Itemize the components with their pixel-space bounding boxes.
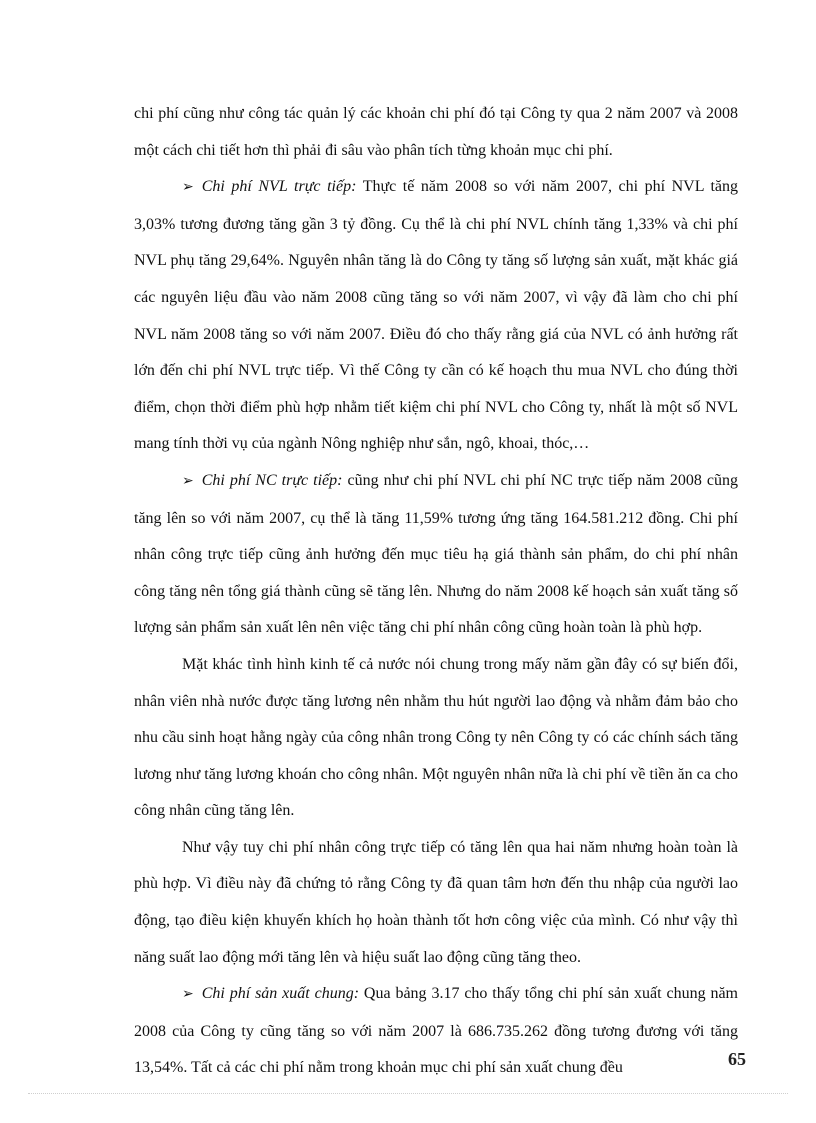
heading-sxc: Chi phí sản xuất chung: (201, 985, 360, 1003)
body-nvl: Thực tế năm 2008 so với năm 2007, chi phí NVL tăng 3,03% tương đương tăng gần 3 tỷ đồng. Cụ thể là chi phí NVL chính tăng 1,33% và chi phí NVL phụ tăng 29,64%. Nguyên nhân tăng là do Công ty tăng số lượng sản xuất, mặt khác giá các nguyên liệu đầu vào năm 2008 cũng tăng so với năm 2007, vì vậy đã làm cho chi phí NVL năm 2008 tăng so với năm 2007. Điều đó cho thấy rằng giá của NVL có ảnh hưởng rất lớn đến chi phí NVL trực tiếp. Vì thế Công ty cần có kế hoạch thu mua NVL cho đúng thời điểm, chọn thời điểm phù hợp nhằm tiết kiệm chi phí NVL cho Công ty, nhất là một số NVL mang tính thời vụ của ngành Nông nghiệp như sắn, ngô, khoai, thóc,… (134, 178, 739, 453)
heading-nvl: Chi phí NVL trực tiếp: (201, 178, 357, 196)
paragraph-nvl (134, 169, 738, 463)
footer-divider (28, 1093, 788, 1094)
arrow-bullet-icon: ➢ (182, 987, 194, 1003)
arrow-bullet-icon: ➢ (182, 473, 194, 489)
paragraph-economy: Mặt khác tình hình kinh tế cả nước nói chung trong mấy năm gần đây có sự biến đổi, nhân viên nhà nước được tăng lương nên nhằm thu hút người lao động và nhằm đảm bảo cho nhu cầu sinh hoạt hằng ngày của công nhân trong Công ty nên Công ty có các chính sách tăng lương như tăng lương khoán cho công nhân. Một nguyên nhân nữa là chi phí về tiền ăn ca cho công nhân cũng tăng lên. (134, 655, 738, 820)
paragraph-conclusion: Như vậy tuy chi phí nhân công trực tiếp có tăng lên qua hai năm nhưng hoàn toàn là phù hợp. Vì điều này đã chứng tỏ rằng Công ty đã quan tâm hơn đến thu nhập của người lao động, tạo điều kiện khuyến khích họ hoàn thành tốt hơn công việc của mình. Có như vậy thì năng suất lao động mới tăng lên và hiệu suất lao động cũng tăng theo. (134, 838, 738, 966)
body-nc: cũng như chi phí NVL chi phí NC trực tiếp năm 2008 cũng tăng lên so với năm 2007, cụ thể là tăng 11,59% tương ứng tăng 164.581.212 đồng. Chi phí nhân công trực tiếp cũng ảnh hưởng đến mục tiêu hạ giá thành sản phẩm, do chi phí nhân công tăng nên tổng giá thành cũng sẽ tăng lên. Nhưng do năm 2008 kế hoạch sản xuất tăng số lượng sản phẩm sản xuất lên nên việc tăng chi phí nhân công cũng hoàn toàn là phù hợp. (134, 471, 738, 637)
page-number: 65 (728, 1049, 746, 1069)
paragraph-intro: chi phí cũng như công tác quản lý các khoản chi phí đó tại Công ty qua 2 năm 2007 và 2008 một cách chi tiết hơn thì phải đi sâu vào phân tích từng khoản mục chi phí. (134, 105, 738, 159)
heading-nc: Chi phí NC trực tiếp: (201, 471, 343, 489)
body-sxc: Qua bảng 3.17 cho thấy tổng chi phí sản xuất chung năm 2008 của Công ty cũng tăng so với năm 2007 là 686.735.262 đồng tương đương với tăng 13,54%. Tất cả các chi phí nằm trong khoản mục chi phí sản xuất chung đều (134, 985, 738, 1077)
paragraph-nc (134, 463, 738, 647)
arrow-bullet-icon: ➢ (182, 180, 194, 196)
paragraph-sxc (134, 976, 738, 1087)
body-text (134, 96, 738, 1087)
